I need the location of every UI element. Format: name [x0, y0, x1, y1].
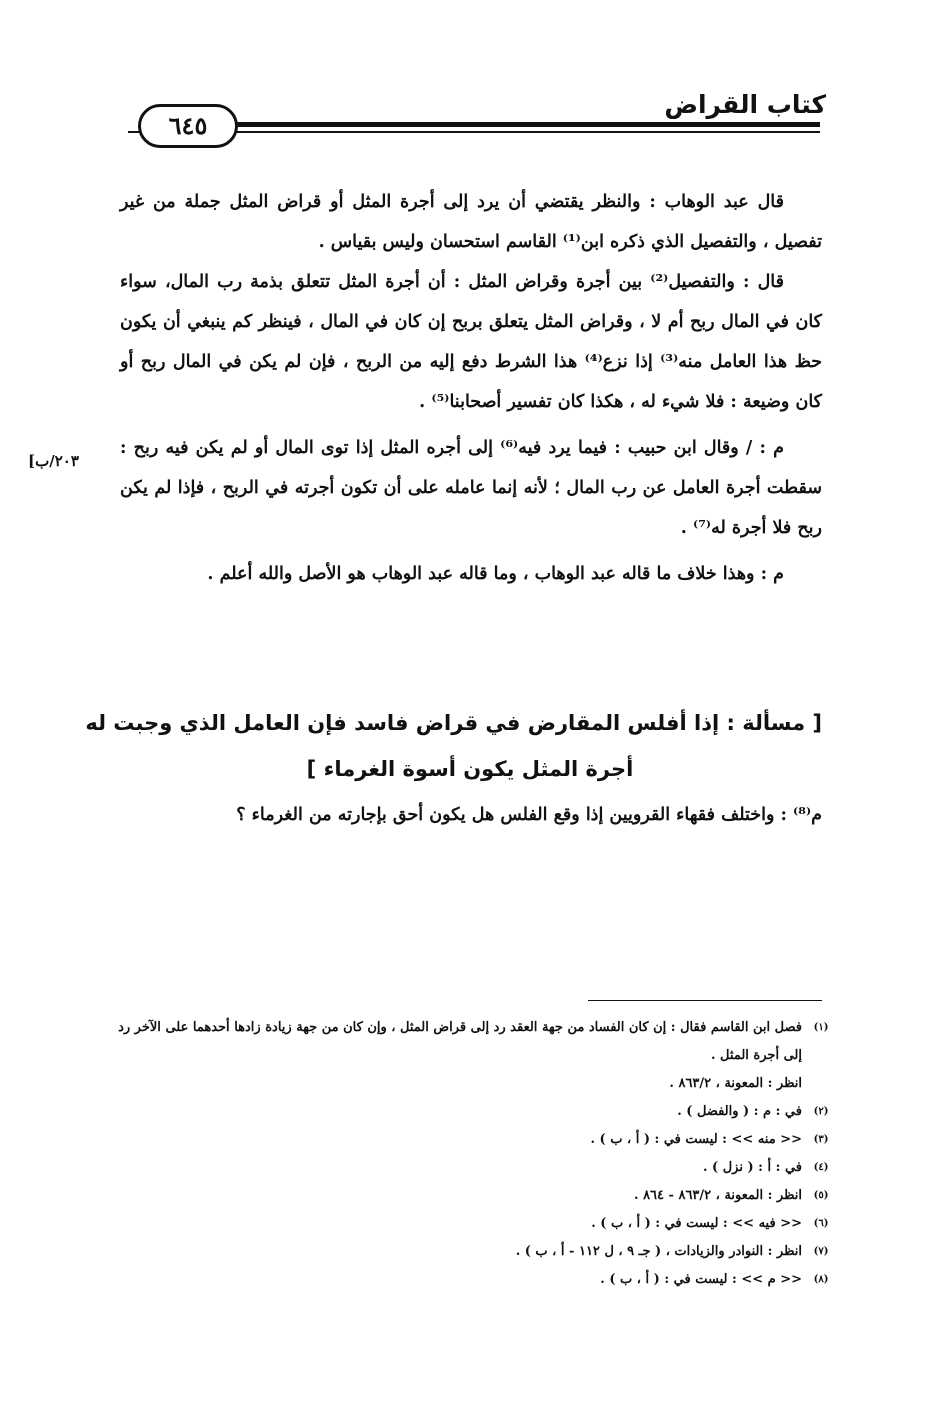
header-rule-thick — [210, 122, 820, 127]
footnote-number: (٨) — [813, 1274, 829, 1285]
footnote-text: فصل ابن القاسم فقال : إن كان الفساد من جهة العقد رد إلى قراض المثل ، وإن كان من جهة زيادة زادها أحدهما على الآخر رد إلى أجرة المثل . — [118, 1020, 802, 1063]
margin-folio-note: [٢٠٣/ب — [28, 452, 79, 470]
footnote-number: (٤) — [813, 1162, 829, 1173]
paragraph-1: قال عبد الوهاب : والنظر يقتضي أن يرد إلى أجرة المثل أو قراض المثل جملة من غير تفصيل ، والتفصيل الذي ذكره ابن⁽¹⁾ القاسم استحسان وليس بقياس . — [120, 192, 822, 252]
footnote-text: << م >> : ليست في : ( أ ، ب ) . — [600, 1272, 802, 1287]
footnote-1 — [100, 1014, 840, 1070]
masala-text: م⁽⁸⁾ : واختلف فقهاء القرويين إذا وقع الفلس هل يكون أحق بإجارته من الغرماء ؟ — [236, 805, 822, 825]
masala-heading — [85, 700, 822, 792]
footnote-text: << فيه >> : ليست في : ( أ ، ب ) . — [591, 1216, 802, 1231]
footnote-4 — [100, 1154, 840, 1182]
footnote-1-reference: انظر : المعونة ، ٨٦٣/٢ . — [669, 1076, 802, 1091]
footnote-text: انظر : المعونة ، ٨٦٣/٢ - ٨٦٤ . — [634, 1188, 802, 1203]
masala-heading-line-2: أجرة المثل يكون أسوة الغرماء ] — [306, 757, 634, 781]
footnote-number: (١) — [813, 1022, 829, 1033]
paragraph-2: قال : والتفصيل⁽²⁾ بين أجرة وقراض المثل : أن أجرة المثل تتعلق بذمة رب المال، سواء كان في المال ربح أم لا ، وقراض المثل يتعلق بربح إن كان في المال ، فينظر كم ينبغي أن يكون حظ هذا العامل منه⁽³⁾ إذا نزع⁽⁴⁾ هذا الشرط دفع إليه من الربح ، فإن لم يكن في المال ربح أو كان وضيعة : فلا شيء له ، هكذا كان تفسير أصحابنا⁽⁵⁾ . — [120, 272, 823, 412]
footnote-text: في : أ : ( نزل ) . — [702, 1160, 802, 1175]
footnote-text: في : م : ( والفضل ) . — [677, 1104, 802, 1119]
footnote-text: << منه >> : ليست في : ( أ ، ب ) . — [590, 1132, 802, 1147]
page-header — [0, 0, 946, 150]
footnotes — [100, 1014, 840, 1294]
footnote-2 — [100, 1098, 840, 1126]
footnote-number: (٦) — [813, 1218, 829, 1229]
footnote-number: (٧) — [813, 1246, 829, 1257]
footnote-number: (٣) — [813, 1134, 829, 1145]
footnote-3 — [100, 1126, 840, 1154]
footnote-number: (٥) — [813, 1190, 829, 1201]
running-title: كتاب القراض — [664, 90, 826, 119]
page-number-badge: ٦٤٥ — [138, 104, 238, 148]
footnote-8 — [100, 1266, 840, 1294]
footnote-separator — [588, 1000, 822, 1001]
masala-heading-line-1: [ مسألة : إذا أفلس المقارض في قراض فاسد فإن العامل الذي وجبت له — [85, 711, 822, 735]
footnote-number: (٢) — [813, 1106, 829, 1117]
footnote-text: انظر : النوادر والزيادات ، ( جـ ٩ ، ل ١١٢ - أ ، ب ) . — [515, 1244, 802, 1259]
footnote-7 — [100, 1238, 840, 1266]
main-text — [120, 182, 822, 600]
paragraph-3: م : / وقال ابن حبيب : فيما يرد فيه⁽⁶⁾ إلى أجره المثل إذا توى المال أو لم يكن فيه ربح : سقطت أجرة العامل عن رب المال ؛ لأنه إنما عامله على أن تكون أجرته في الربح ، فإذا لم يكن ربح فلا أجرة له⁽⁷⁾ . — [120, 438, 822, 538]
footnote-5 — [100, 1182, 840, 1210]
footnote-6 — [100, 1210, 840, 1238]
paragraph-4: م : وهذا خلاف ما قاله عبد الوهاب ، وما قاله عبد الوهاب هو الأصل والله أعلم . — [207, 564, 784, 584]
